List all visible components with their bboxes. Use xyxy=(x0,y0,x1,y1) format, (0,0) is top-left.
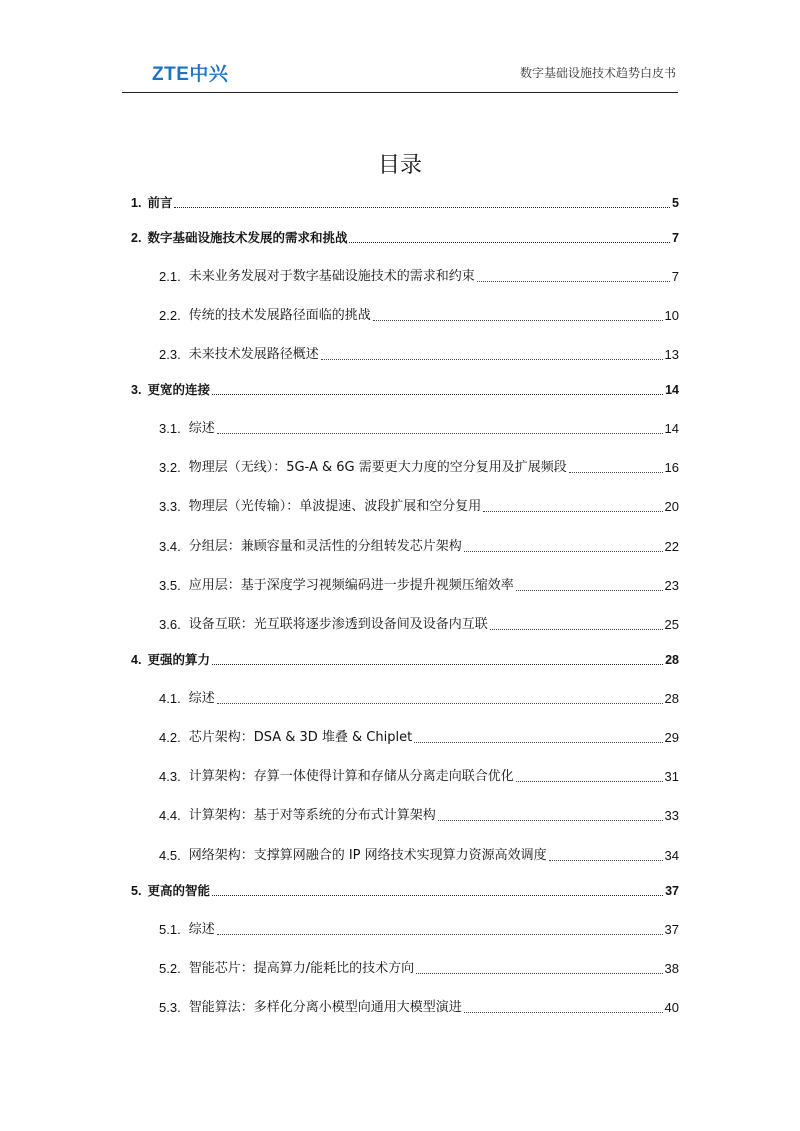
toc-page: 37 xyxy=(664,922,679,937)
dot-leader xyxy=(416,973,662,974)
toc-number: 2. xyxy=(131,231,142,245)
toc-title: 物理层（无线）：5G-A & 6G 需要更大力度的空分复用及扩展频段 xyxy=(188,460,567,475)
toc-number: 3.3. xyxy=(159,499,181,514)
toc-title: 应用层：基于深度学习视频编码进一步提升视频压缩效率 xyxy=(188,578,514,593)
toc-title: 设备互联：光互联将逐步渗透到设备间及设备内互联 xyxy=(188,617,488,632)
toc-entry[interactable] xyxy=(131,958,679,978)
dot-leader xyxy=(464,1012,663,1013)
dot-leader xyxy=(516,590,663,591)
toc-title: 更强的算力 xyxy=(147,652,210,667)
toc-entry[interactable] xyxy=(131,457,679,477)
toc-title: 综述 xyxy=(188,922,215,937)
zte-logo: ZTE中兴 xyxy=(152,64,229,85)
toc-number: 4. xyxy=(131,653,142,667)
toc-number: 3.4. xyxy=(159,539,181,554)
toc-page: 23 xyxy=(664,578,679,593)
toc-number: 3. xyxy=(131,383,142,397)
toc-page: 31 xyxy=(664,769,679,784)
toc-entry[interactable] xyxy=(131,418,679,438)
toc-title: 网络架构：支撑算网融合的 IP 网络技术实现算力资源高效调度 xyxy=(188,848,547,863)
toc-page: 7 xyxy=(672,231,679,245)
toc-page: 20 xyxy=(664,499,679,514)
toc-entry[interactable] xyxy=(131,614,679,634)
toc-entry[interactable] xyxy=(131,496,679,516)
toc-page: 14 xyxy=(664,421,679,436)
toc-entry[interactable] xyxy=(131,766,679,786)
toc-title: 更宽的连接 xyxy=(147,382,210,397)
toc-entry[interactable] xyxy=(131,536,679,556)
toc-entry[interactable] xyxy=(131,727,679,747)
toc-page: 5 xyxy=(672,196,679,210)
toc-title: 未来业务发展对于数字基础设施技术的需求和约束 xyxy=(188,269,475,284)
dot-leader xyxy=(212,895,663,896)
toc-title: 计算架构：存算一体使得计算和存储从分离走向联合优化 xyxy=(188,769,514,784)
toc-title: 更高的智能 xyxy=(147,883,210,898)
toc-entry[interactable] xyxy=(131,192,679,212)
dot-leader xyxy=(212,394,663,395)
dot-leader xyxy=(438,820,663,821)
dot-leader xyxy=(373,320,663,321)
toc-title: 分组层：兼顾容量和灵活性的分组转发芯片架构 xyxy=(188,539,462,554)
toc-page: 28 xyxy=(664,691,679,706)
toc-entry[interactable] xyxy=(131,688,679,708)
toc-page: 14 xyxy=(665,383,679,397)
toc-entry[interactable] xyxy=(131,805,679,825)
toc-title: 综述 xyxy=(188,421,215,436)
toc-page: 40 xyxy=(664,1000,679,1015)
toc-number: 1. xyxy=(131,196,142,210)
toc-entry[interactable] xyxy=(131,379,679,399)
dot-leader xyxy=(483,511,662,512)
toc-page: 38 xyxy=(664,961,679,976)
toc-page: 10 xyxy=(664,308,679,323)
toc-title: 前言 xyxy=(147,195,173,210)
toc-title: 未来技术发展路径概述 xyxy=(188,347,319,362)
toc-title: 数字基础设施技术发展的需求和挑战 xyxy=(147,230,348,245)
toc-number: 4.2. xyxy=(159,730,181,745)
dot-leader xyxy=(321,359,663,360)
toc-entry[interactable] xyxy=(131,575,679,595)
toc-number: 5.2. xyxy=(159,961,181,976)
toc-title: 计算架构：基于对等系统的分布式计算架构 xyxy=(188,808,436,823)
toc-page: 7 xyxy=(671,269,679,284)
toc-entry[interactable] xyxy=(131,266,679,286)
toc-number: 4.5. xyxy=(159,848,181,863)
toc-number: 5.1. xyxy=(159,922,181,937)
dot-leader xyxy=(464,551,663,552)
toc-entry[interactable] xyxy=(131,305,679,325)
toc-number: 3.6. xyxy=(159,617,181,632)
dot-leader xyxy=(174,207,670,208)
toc-page: 37 xyxy=(665,884,679,898)
toc-entry[interactable] xyxy=(131,344,679,364)
toc-title: 传统的技术发展路径面临的挑战 xyxy=(188,308,371,323)
toc-number: 5. xyxy=(131,884,142,898)
toc-entry[interactable] xyxy=(131,919,679,939)
toc-page: 16 xyxy=(664,460,679,475)
toc-entry[interactable] xyxy=(131,227,679,247)
toc-page: 29 xyxy=(664,730,679,745)
toc-page: 28 xyxy=(665,653,679,667)
dot-leader xyxy=(414,742,662,743)
toc-title: 智能芯片：提高算力/能耗比的技术方向 xyxy=(188,961,415,976)
toc-title: 芯片架构：DSA & 3D 堆叠 & Chiplet xyxy=(188,730,413,745)
dot-leader xyxy=(516,781,663,782)
toc-page: 25 xyxy=(664,617,679,632)
toc-title: 综述 xyxy=(188,691,215,706)
dot-leader xyxy=(349,242,670,243)
dot-leader xyxy=(490,629,663,630)
toc-page: 33 xyxy=(664,808,679,823)
toc-number: 4.1. xyxy=(159,691,181,706)
page-header xyxy=(122,56,678,93)
toc-number: 2.2. xyxy=(159,308,181,323)
toc-entry[interactable] xyxy=(131,649,679,669)
dot-leader xyxy=(477,281,670,282)
toc-heading: 目录 xyxy=(377,153,422,178)
toc-number: 4.4. xyxy=(159,808,181,823)
toc-page: 34 xyxy=(664,848,679,863)
toc-entry[interactable] xyxy=(131,845,679,865)
toc-number: 2.1. xyxy=(159,269,181,284)
toc-title: 智能算法：多样化分离小模型向通用大模型演进 xyxy=(188,1000,462,1015)
toc-entry[interactable] xyxy=(131,997,679,1017)
toc-number: 5.3. xyxy=(159,1000,181,1015)
dot-leader xyxy=(549,860,663,861)
toc-title: 物理层（光传输）：单波提速、波段扩展和空分复用 xyxy=(188,499,482,514)
toc-page: 22 xyxy=(664,539,679,554)
toc-number: 4.3. xyxy=(159,769,181,784)
dot-leader xyxy=(569,472,663,473)
toc-number: 2.3. xyxy=(159,347,181,362)
document-title: 数字基础设施技术趋势白皮书 xyxy=(519,66,676,80)
dot-leader xyxy=(217,934,663,935)
dot-leader xyxy=(217,433,663,434)
toc-number: 3.1. xyxy=(159,421,181,436)
dot-leader xyxy=(212,664,663,665)
toc-number: 3.5. xyxy=(159,578,181,593)
dot-leader xyxy=(217,703,663,704)
toc-entry[interactable] xyxy=(131,880,679,900)
toc-number: 3.2. xyxy=(159,460,181,475)
toc-page: 13 xyxy=(664,347,679,362)
